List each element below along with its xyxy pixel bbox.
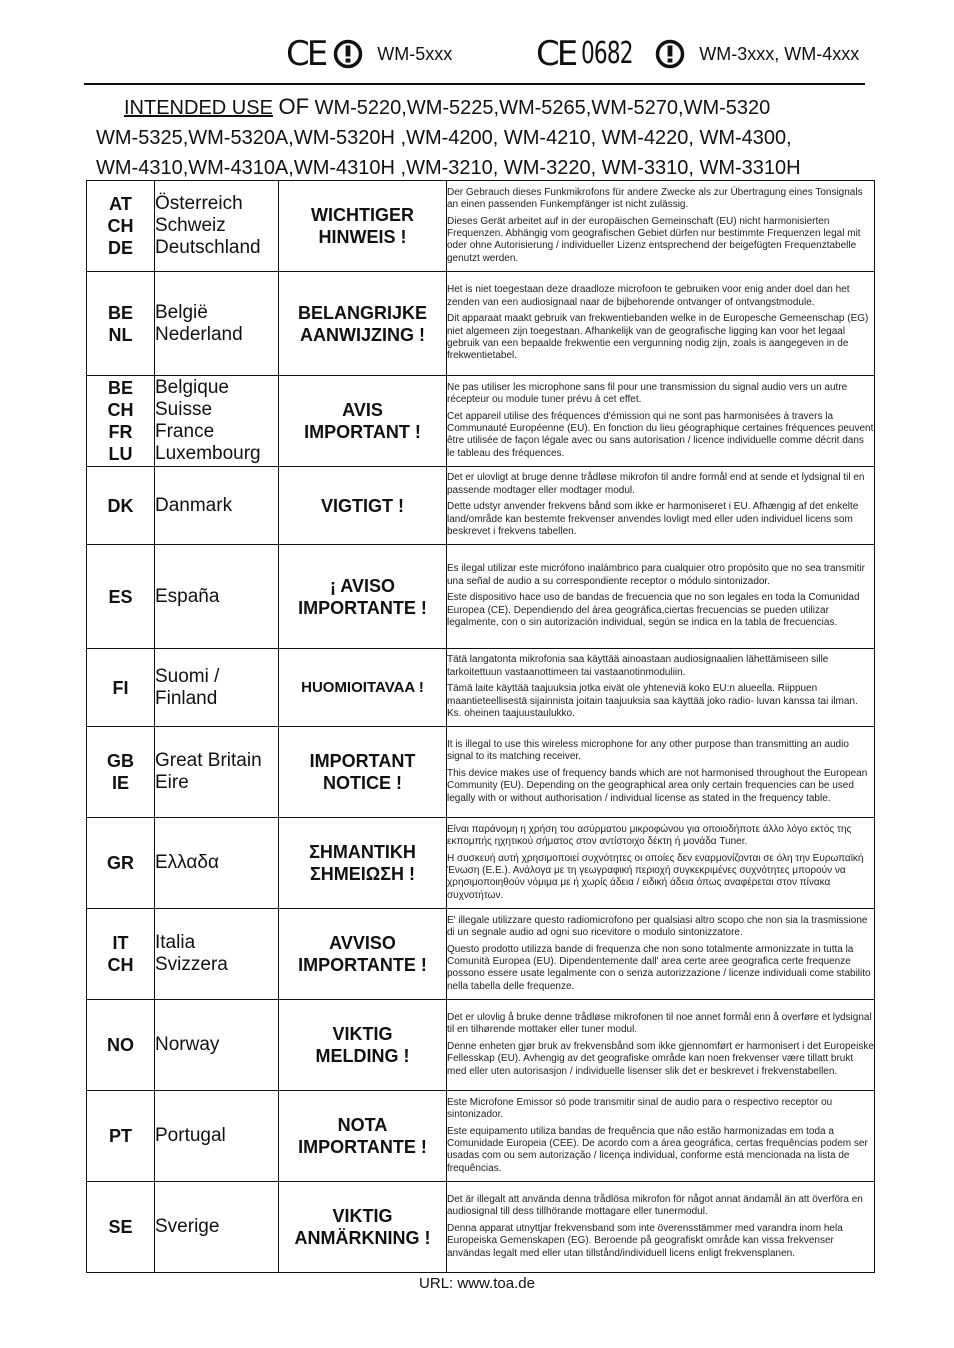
country-name: Italia bbox=[155, 932, 196, 953]
notice-line: IMPORTANTE ! bbox=[298, 1137, 427, 1157]
notice-line: BELANGRIJKE bbox=[297, 302, 427, 323]
country-names bbox=[155, 649, 279, 727]
notice-line: VIGTIGT ! bbox=[321, 495, 404, 516]
country-name: Portugal bbox=[155, 1125, 226, 1146]
notice-text bbox=[447, 545, 875, 649]
notice-line: HUOMIOITAVAA ! bbox=[301, 678, 424, 696]
table-row bbox=[87, 818, 875, 909]
table-row bbox=[87, 727, 875, 818]
model-range-right: WM-3xxx, WM-4xxx bbox=[699, 43, 860, 64]
country-name: Great Britain bbox=[155, 750, 262, 771]
notice-line: ¡ AVISO bbox=[329, 575, 395, 596]
country-code: GR bbox=[107, 853, 134, 873]
notice-line: NOTA bbox=[337, 1115, 388, 1135]
notice-heading bbox=[279, 272, 447, 376]
country-code: IT bbox=[112, 933, 129, 953]
title-line-3: WM-4310,WM-4310A,WM-4310H ,WM-3210, WM-3220, WM-3310, WM-3310H bbox=[96, 157, 801, 179]
notice-line: IMPORTANT ! bbox=[304, 422, 421, 442]
intended-use-table bbox=[86, 180, 875, 1273]
notice-paragraph: Denne enheten gjør bruk av frekvensbånd som ikke gjennomført er harmonisert i det Europeiske Fellesskap (EU). Avhengig av det geografiske område kan noen frekvenser være tillatt brukt med eller uten autorisasjon / individuelle lisenser slik det er beskrevet i frekvenstabellen. bbox=[447, 1040, 874, 1077]
country-code: CH bbox=[107, 955, 134, 975]
country-codes bbox=[87, 1091, 155, 1182]
country-code: FR bbox=[108, 422, 133, 442]
country-codes bbox=[87, 467, 155, 545]
title-of: OF bbox=[278, 94, 310, 119]
country-codes bbox=[87, 909, 155, 1000]
title-line-1 bbox=[84, 92, 874, 123]
notice-line: IMPORTANT bbox=[309, 751, 416, 771]
notice-text bbox=[447, 1182, 875, 1273]
country-name: Schweiz bbox=[155, 215, 226, 236]
country-names bbox=[155, 1091, 279, 1182]
notified-body-number: 0682 bbox=[581, 36, 633, 71]
country-names bbox=[155, 545, 279, 649]
table-row bbox=[87, 649, 875, 727]
table-row bbox=[87, 467, 875, 545]
notice-line: IMPORTANTE ! bbox=[298, 955, 427, 975]
country-code: NL bbox=[108, 324, 133, 345]
table-row bbox=[87, 909, 875, 1000]
notice-paragraph: Det är illegalt att använda denna trådlösa mikrofon för något annat ändamål än att överföra en audiosignal till dess tillhörande mottagare eller tunermodul. bbox=[447, 1193, 863, 1218]
notice-paragraph: Dieses Gerät arbeitet auf in der europäischen Gemeinschaft (EU) nicht harmonisierten Frequenzen. Abhängig vom geografischen Gebiet dürfen nur bestimmte Frequenzen legal mit oder ohne Autorisierung / individueller Lizenz entsprechend der beigefügten Frequenztabelle genutzt werden. bbox=[447, 215, 861, 264]
country-name: Svizzera bbox=[155, 954, 228, 975]
notice-paragraph: Questo prodotto utilizza bande di frequenza che non sono totalmente armonizzate in tutta la Comunità Europea (EU). Dipendentemente dall' area certe aree geografica certe frequenze possono essere usate legalmente con o senza autorizzazione / licenze individuali come stabilito nella tabella delle frequenze. bbox=[447, 943, 871, 992]
mark-group-wm34 bbox=[536, 34, 859, 74]
notice-paragraph: Este Microfone Emissor só pode transmitir sinal de audio para o respectivo receptor ou sintonizador. bbox=[447, 1096, 833, 1121]
notice-text bbox=[447, 181, 875, 272]
notice-paragraph: It is illegal to use this wireless microphone for any other purpose than transmitting an audio signal to its matching receiver. bbox=[447, 738, 849, 763]
title-highlight: INTENDED USE bbox=[124, 97, 273, 119]
mark-group-wm5 bbox=[286, 34, 452, 74]
alert-circle-icon bbox=[333, 39, 363, 69]
notice-paragraph: Este dispositivo hace uso de bandas de frecuencia que no son legales en toda la Comunidad Europea (CE). Dependiendo del área geográfica,ciertas frecuencias se pueden utilizar legalmente, con o sin autorización individual, según se indica en la tabla de frecuencias. bbox=[447, 592, 860, 629]
table-row bbox=[87, 1091, 875, 1182]
country-names bbox=[155, 467, 279, 545]
notice-paragraph: Der Gebrauch dieses Funkmikrofons für andere Zwecke als zur Übertragung eines Tonsignals an einen passenden Funkempfänger ist nicht zulässig. bbox=[447, 186, 863, 211]
country-name: Österreich bbox=[155, 193, 243, 214]
country-name: Finland bbox=[155, 687, 218, 709]
country-code: SE bbox=[108, 1217, 133, 1237]
notice-paragraph: Este equipamento utiliza bandas de frequência que não estão harmonizadas em toda a Comunidade Europeia (CEE). De acordo com a área geográfica, certas frequências podem ser usadas com ou sem autorização / licença individual, conforme está mencionada na lista de frequências. bbox=[447, 1125, 868, 1174]
notice-line: MELDING ! bbox=[315, 1046, 410, 1066]
country-codes bbox=[87, 818, 155, 909]
notice-text bbox=[447, 649, 875, 727]
country-codes bbox=[87, 649, 155, 727]
table-row bbox=[87, 545, 875, 649]
country-code: CH bbox=[107, 400, 134, 420]
notice-heading bbox=[279, 181, 447, 272]
notice-text bbox=[447, 376, 875, 467]
notice-line: ΣΗΜΕΙΩΣΗ ! bbox=[309, 864, 416, 884]
country-code: CH bbox=[107, 216, 134, 236]
country-codes bbox=[87, 376, 155, 467]
footer-url: URL: www.toa.de bbox=[419, 1275, 535, 1292]
notice-text bbox=[447, 467, 875, 545]
country-names bbox=[155, 909, 279, 1000]
country-codes bbox=[87, 1000, 155, 1091]
country-name: Suomi / bbox=[155, 665, 220, 687]
notice-paragraph: This device makes use of frequency bands which are not harmonised throughout the European Community (EU). Depending on the geographical area only certain frequencies can be used legally with or without authorisation / individual license as stated in the frequency table. bbox=[447, 767, 868, 804]
country-code: IE bbox=[111, 773, 129, 793]
country-name: Ελλαδα bbox=[155, 852, 219, 873]
notice-paragraph: Dette udstyr anvender frekvens bånd som ikke er harmoniseret i EU. Afhængig af det enkelte land/område kan bestemte frekvenser anvendes lovligt med eller uden individuel licens som beskrevet i frekvens tabellen. bbox=[447, 501, 859, 538]
country-names bbox=[155, 727, 279, 818]
country-name: Suisse bbox=[155, 399, 213, 420]
notice-line: AVIS bbox=[342, 400, 383, 420]
country-code: PT bbox=[108, 1126, 132, 1146]
country-names bbox=[155, 1182, 279, 1273]
notice-paragraph: Cet appareil utilise des fréquences d'émission qui ne sont pas harmonisées à travers la Communauté Européenne (EU). En fonction du lieu géographique certaines fréquences peuvent être utilisée de façon légale avec ou sans autorisation / licence individuelle comme décrit dans le tableau des fréquences. bbox=[447, 410, 874, 459]
country-names bbox=[155, 376, 279, 467]
country-code: DE bbox=[107, 238, 133, 258]
ce-mark: CE bbox=[286, 34, 326, 74]
notice-heading bbox=[279, 1000, 447, 1091]
title-models-1: WM-5220,WM-5225,WM-5265,WM-5270,WM-5320 bbox=[314, 97, 771, 119]
country-code: NO bbox=[107, 1035, 134, 1055]
notice-line: ANMÄRKNING ! bbox=[294, 1228, 431, 1248]
country-code: BE bbox=[107, 302, 133, 323]
country-code: LU bbox=[108, 444, 133, 464]
notice-line: WICHTIGER bbox=[311, 205, 414, 225]
notice-text bbox=[447, 727, 875, 818]
country-code: AT bbox=[109, 194, 132, 214]
notice-line: AANWIJZING ! bbox=[300, 324, 425, 345]
country-name: Deutschland bbox=[155, 237, 261, 258]
notice-paragraph: Es ilegal utilizar este micrófono inalámbrico para cualquier otro propósito que no sea transmitir una señal de audio a su correspondiente receptor o módulo sintonizador. bbox=[447, 563, 865, 587]
notice-paragraph: Denna apparat utnyttjar frekvensband som inte överensstämmer med varandra inom hela Europeiska Gemenskapen (EG). Beroende på geografiskt område kan vissa frekvenser användas legalt med eller utan tillstånd/individuell licens enligt frekvensplanen. bbox=[447, 1222, 843, 1259]
notice-paragraph: Dit apparaat maakt gebruik van frekwentiebanden welke in de Europesche Gemeenschap (EG) niet algemeen zijn toegestaan. Afhankelijk van de geografische ligging kan voor het legaal gebruik van een bepaalde frekwentie een vergunning nodig zijn, zoals is aangegeven in de frekwentietabel. bbox=[447, 313, 869, 362]
notice-heading bbox=[279, 467, 447, 545]
notice-line: AVVISO bbox=[329, 933, 396, 953]
notice-paragraph: Det er ulovlig å bruke denne trådløse mikrofonen til noe annet formål enn å overføre et lydsignal til en tilhørende mottaker eller tuner modul. bbox=[447, 1011, 872, 1036]
notice-paragraph: E' illegale utilizzare questo radiomicrofono per qualsiasi altro scopo che non sia la trasmissione di un segnale audio ad ogni suo ricevitore o modulo sintonizzatore. bbox=[447, 914, 868, 939]
notice-text bbox=[447, 818, 875, 909]
country-names bbox=[155, 181, 279, 272]
notice-text bbox=[447, 272, 875, 376]
notice-paragraph: Η συσκευή αυτή χρησιμοποιεί συχνότητες οι οποίες δεν εναρμονίζονται σε όλη την Ευρωπαϊκή Ένωση (Ε.Ε.). Ανάλογα με τη γεωγραφική περιοχή συγκεκριμένες συχνότητες μπορούν να χρησιμοποιηθούν νόμιμα με ή χωρίς άδεια / ειδική άδεια όπως αναφέρεται στον πίνακα συχνοτήτων. bbox=[447, 852, 864, 901]
country-code: ES bbox=[108, 586, 133, 607]
country-name: España bbox=[155, 585, 220, 607]
notice-paragraph: Het is niet toegestaan deze draadloze microfoon te gebruiken voor enig ander doel dan het zenden van een audiosignaal naar de bijbehorende ontvanger of ontvangstmodule. bbox=[447, 284, 850, 308]
country-name: Eire bbox=[155, 772, 189, 793]
country-name: Danmark bbox=[155, 494, 233, 516]
table-row bbox=[87, 272, 875, 376]
country-name: Luxembourg bbox=[155, 443, 261, 464]
notice-paragraph: Det er ulovligt at bruge denne trådløse mikrofon til andre formål end at sende et lydsignal til en passende modtager eller modtager modul. bbox=[447, 472, 865, 496]
notice-paragraph: Είναι παράνομη η χρήση του ασύρματου μικροφώνου για οποιοδήποτε άλλο λόγο εκτός της εκπομπής ηχητικού σήματος στον αντίστοιχο δέκτη ή μονάδα Tuner. bbox=[447, 823, 852, 848]
notice-heading bbox=[279, 545, 447, 649]
notice-heading bbox=[279, 1182, 447, 1273]
country-codes bbox=[87, 545, 155, 649]
notice-heading bbox=[279, 727, 447, 818]
notice-heading bbox=[279, 376, 447, 467]
country-code: FI bbox=[112, 677, 129, 698]
country-codes bbox=[87, 272, 155, 376]
country-code: BE bbox=[107, 378, 133, 398]
country-name: Belgique bbox=[155, 377, 229, 398]
alert-circle-icon bbox=[655, 39, 685, 69]
country-name: France bbox=[155, 421, 215, 442]
country-code: GB bbox=[107, 751, 134, 771]
notice-paragraph: Tätä langatonta mikrofonia saa käyttää ainoastaan audiosignaalien lähettämiseen sille tarkoitettuun vastaanottimeen tai vastaanotinmoduliin. bbox=[447, 654, 829, 678]
country-name: Nederland bbox=[155, 323, 243, 345]
notice-text bbox=[447, 1091, 875, 1182]
country-codes bbox=[87, 1182, 155, 1273]
notice-heading bbox=[279, 649, 447, 727]
notice-text bbox=[447, 909, 875, 1000]
country-name: Sverige bbox=[155, 1216, 220, 1237]
compliance-marks bbox=[0, 34, 954, 74]
notice-line: NOTICE ! bbox=[323, 773, 402, 793]
country-codes bbox=[87, 181, 155, 272]
notice-line: VIKTIG bbox=[332, 1024, 393, 1044]
notice-heading bbox=[279, 818, 447, 909]
ce-mark: CE bbox=[536, 34, 576, 74]
title-line-2: WM-5325,WM-5320A,WM-5320H ,WM-4200, WM-4210, WM-4220, WM-4300, bbox=[96, 127, 792, 149]
notice-text bbox=[447, 1000, 875, 1091]
notice-line: IMPORTANTE ! bbox=[298, 597, 427, 618]
table-row bbox=[87, 376, 875, 467]
model-range-left: WM-5xxx bbox=[377, 43, 453, 64]
notice-paragraph: Ne pas utiliser les microphone sans fil pour une transmission du signal audio vers un autre récepteur ou module tuner prévu à cet effet. bbox=[447, 381, 848, 406]
notice-heading bbox=[279, 909, 447, 1000]
country-names bbox=[155, 272, 279, 376]
country-names bbox=[155, 1000, 279, 1091]
notice-line: VIKTIG bbox=[332, 1206, 393, 1226]
country-name: Norway bbox=[155, 1034, 220, 1055]
notice-line: HINWEIS ! bbox=[318, 227, 407, 247]
table-row bbox=[87, 1182, 875, 1273]
country-name: België bbox=[155, 301, 208, 323]
country-codes bbox=[87, 727, 155, 818]
notice-heading bbox=[279, 1091, 447, 1182]
page-title bbox=[84, 92, 874, 183]
notice-paragraph: Tämä laite käyttää taajuuksia jotka eivät ole yhteneviä koko EU:n alueella. Riippuen maantieteellisestä sijainnista joitain taajuuksia saa käyttää joko radio- luvan kanssa tai ilman. Ks. oheinen taajuustaulukko. bbox=[447, 683, 858, 720]
table-row bbox=[87, 181, 875, 272]
country-names bbox=[155, 818, 279, 909]
table-row bbox=[87, 1000, 875, 1091]
notice-line: ΣΗΜΑΝΤΙΚΗ bbox=[309, 842, 416, 862]
country-code: DK bbox=[107, 495, 134, 516]
header-divider bbox=[84, 83, 865, 85]
